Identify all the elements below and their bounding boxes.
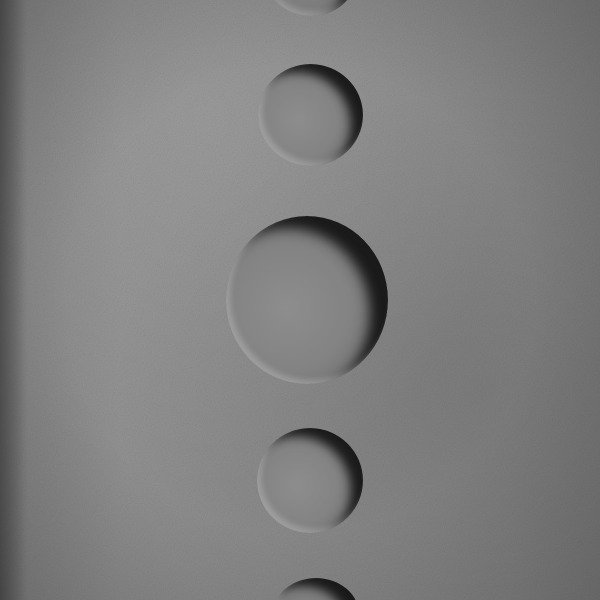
hole-upper	[258, 64, 363, 166]
hole-lower	[257, 428, 363, 533]
left-edge-shadow	[0, 0, 28, 600]
hole-center-large	[226, 216, 388, 384]
